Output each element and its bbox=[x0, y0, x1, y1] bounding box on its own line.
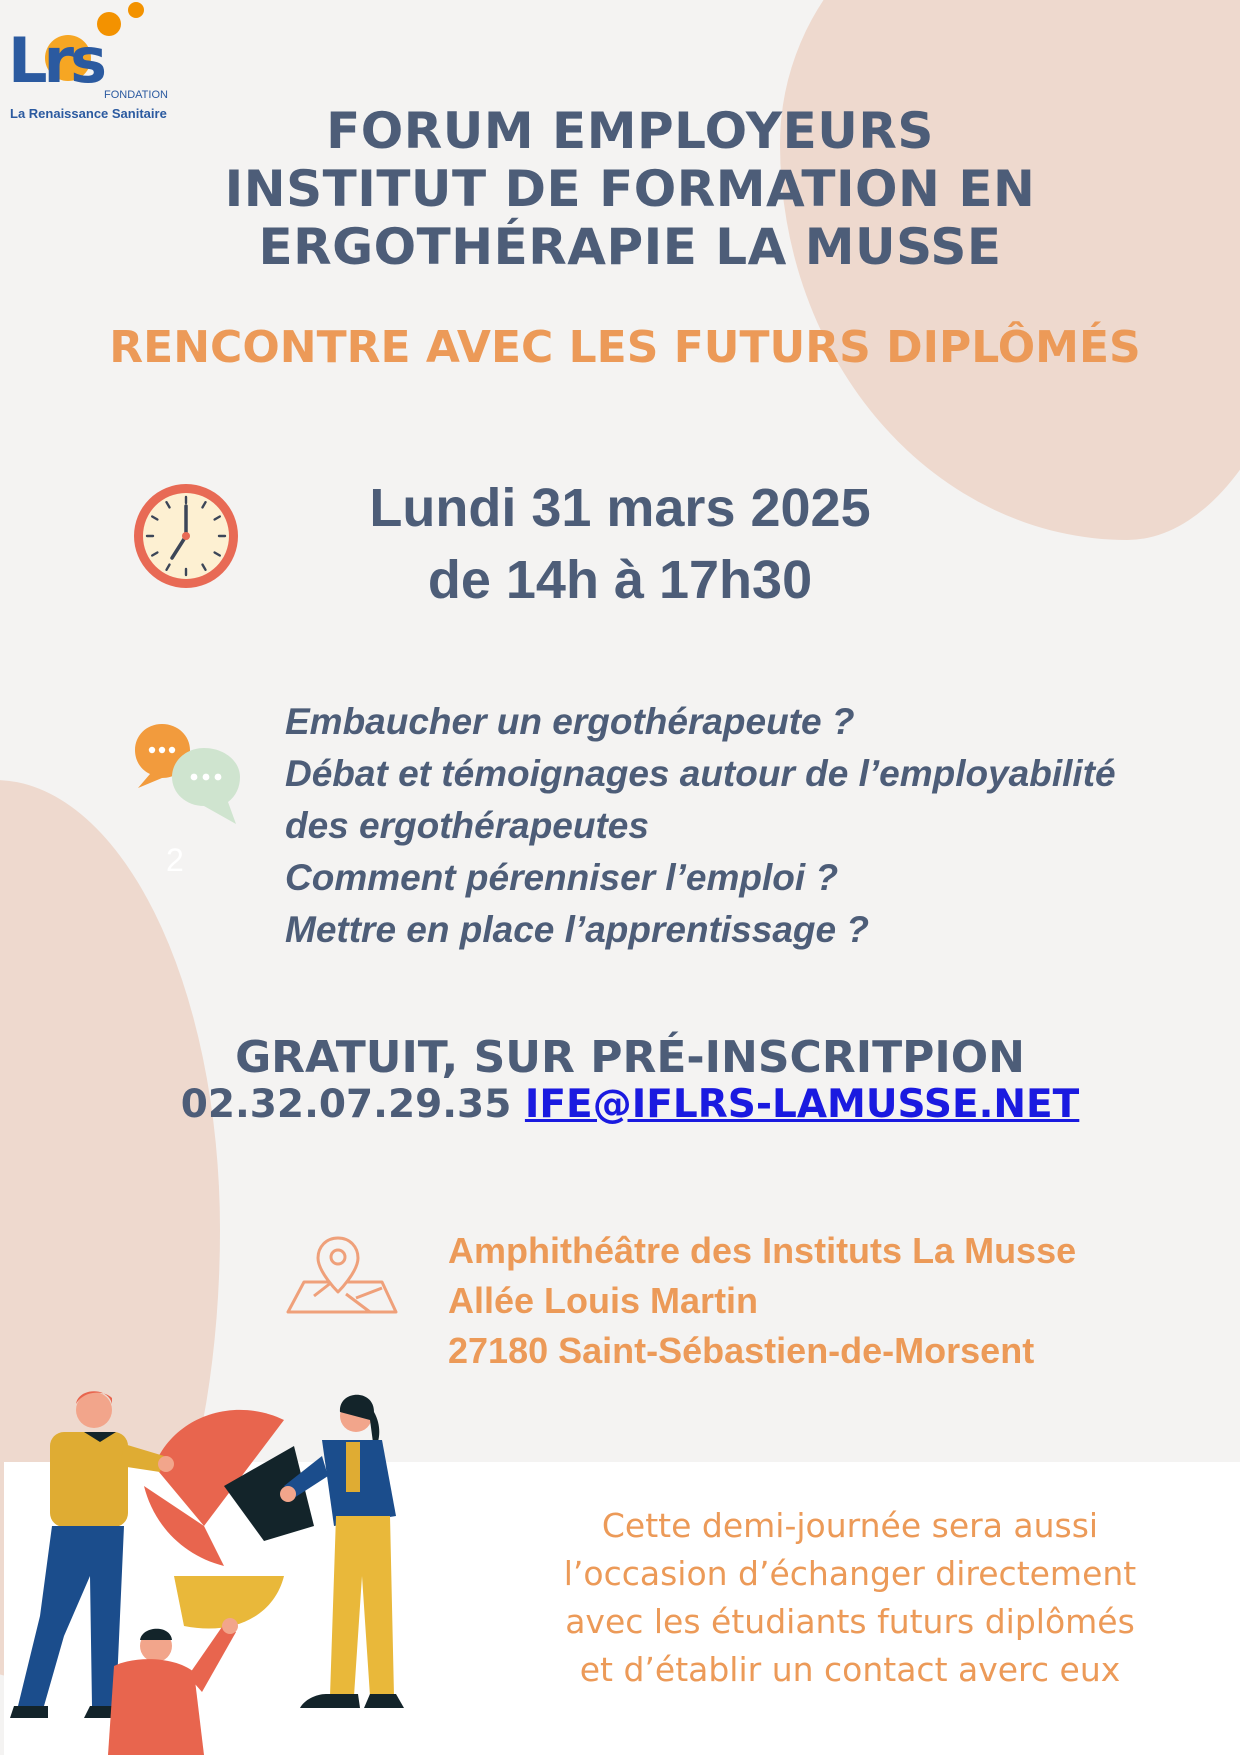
topic-line: Débat et témoignages autour de l’employabilité bbox=[285, 753, 1116, 794]
logo-fondation: FONDATION bbox=[104, 89, 168, 101]
topic-line: Comment pérenniser l’emploi ? bbox=[285, 857, 839, 898]
topic-line: Mettre en place l’apprentissage ? bbox=[285, 909, 869, 950]
closing-message bbox=[540, 1502, 1160, 1694]
address-line: Amphithéâtre des Instituts La Musse bbox=[448, 1230, 1077, 1271]
event-address bbox=[448, 1226, 1076, 1376]
subtitle: RENCONTRE AVEC LES FUTURS DIPLÔMÉS bbox=[109, 322, 1141, 373]
contact-line bbox=[120, 1082, 1140, 1127]
chat-bubbles-icon bbox=[132, 720, 244, 830]
event-datetime bbox=[300, 472, 940, 616]
closing-line: et d’établir un contact averc eux bbox=[579, 1650, 1121, 1689]
logo-name: La Renaissance Sanitaire bbox=[10, 106, 167, 121]
event-date: Lundi 31 mars 2025 bbox=[369, 478, 871, 538]
title-line-2: INSTITUT DE FORMATION EN bbox=[224, 160, 1036, 218]
phone-number: 02.32.07.29.35 bbox=[180, 1082, 512, 1127]
clock-icon bbox=[132, 482, 240, 590]
topics-list bbox=[285, 696, 1116, 956]
address-line: Allée Louis Martin bbox=[448, 1280, 759, 1321]
email-link[interactable]: IFE@IFLRS-LAMUSSE.NET bbox=[524, 1082, 1080, 1127]
chat-icon-badge: 2 bbox=[166, 842, 184, 878]
map-pin-icon bbox=[286, 1236, 398, 1316]
topic-line: Embaucher un ergothérapeute ? bbox=[285, 701, 855, 742]
event-hours: de 14h à 17h30 bbox=[427, 550, 813, 610]
closing-line: Cette demi-journée sera aussi bbox=[601, 1506, 1099, 1545]
logo-letters: Lrs bbox=[8, 24, 103, 97]
team-illustration bbox=[4, 1376, 424, 1755]
registration-title: GRATUIT, SUR PRÉ-INSCRITPION bbox=[235, 1032, 1025, 1083]
topic-line: des ergothérapeutes bbox=[285, 805, 649, 846]
title-line-1: FORUM EMPLOYEURS bbox=[326, 102, 934, 160]
closing-line: avec les étudiants futurs diplômés bbox=[565, 1602, 1135, 1641]
page-title bbox=[160, 102, 1100, 276]
title-line-3: ERGOTHÉRAPIE LA MUSSE bbox=[258, 218, 1002, 276]
closing-line: l’occasion d’échanger directement bbox=[563, 1554, 1137, 1593]
address-line: 27180 Saint-Sébastien-de-Morsent bbox=[448, 1330, 1035, 1371]
